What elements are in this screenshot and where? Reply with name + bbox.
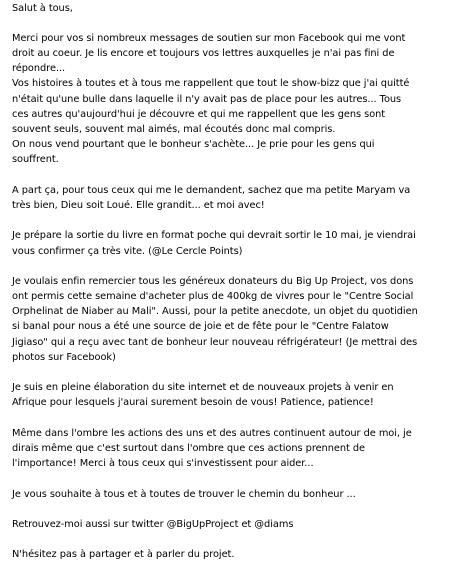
text-line: Merci pour vos si nombreux messages de soutien sur mon Facebook qui me vont — [12, 32, 406, 44]
paragraph-maryam — [12, 183, 450, 213]
paragraph-shadow — [12, 426, 450, 472]
paragraph-gap — [12, 365, 450, 380]
text-line: souvent seuls, souvent mal aimés, mal écoutés donc mal compris. — [12, 124, 336, 135]
paragraph-wish — [12, 487, 450, 502]
paragraph-twitter — [12, 517, 450, 532]
text-line: n'était qu'une bulle dans laquelle il n'y avait pas de place pour les autres... Tous — [12, 93, 402, 105]
text-line: Même dans l'ombre les actions des uns et des autres continuent autour de moi, je — [12, 427, 412, 439]
paragraph-gap — [12, 16, 450, 31]
paragraph-gap — [12, 411, 450, 426]
paragraph-thanks — [12, 31, 450, 168]
text-line: On nous vend pourtant que le bonheur s'achète... Je prie pour les gens qui — [12, 139, 375, 151]
text-line: Orphelinat de Niaber au Mali". Aussi, pour la petite anecdote, un objet du quotidien — [12, 306, 418, 318]
text-line: souffrent. — [12, 154, 59, 166]
text-line: photos sur Facebook) — [12, 351, 116, 363]
text-line: répondre... — [12, 63, 66, 75]
paragraph-gap — [12, 168, 450, 183]
paragraph-gap — [12, 213, 450, 228]
text-line: Je vous souhaite à tous et à toutes de trouver le chemin du bonheur ... — [12, 488, 356, 500]
post-body — [12, 0, 450, 562]
text-line: droit au coeur. Je lis encore et toujours vos lettres auxquelles je n'ai pas fini de — [12, 48, 395, 60]
text-line: Vos histoires à toutes et à tous me rappellent que tout le show-bizz que j'ai quitté — [12, 78, 410, 90]
text-line: vous confirmer ça très vite. (@Le Cercle Points) — [12, 245, 243, 257]
paragraph-website — [12, 380, 450, 410]
text-line: Je suis en pleine élaboration du site internet et de nouveaux projets à venir en — [12, 382, 394, 394]
paragraph-share — [12, 547, 450, 562]
paragraph-gap — [12, 259, 450, 274]
text-line: ces autres qu'aujourd'hui je découvre et qui me rappellent que les gens sont — [12, 108, 386, 120]
text-line: Retrouvez-moi aussi sur twitter @BigUpProject et @diams — [12, 518, 294, 530]
paragraph-book — [12, 228, 450, 258]
text-line: ont permis cette semaine d'acheter plus de 400kg de vivres pour le "Centre Social — [12, 291, 414, 303]
text-line: A part ça, pour tous ceux qui me le demandent, sachez que ma petite Maryam va — [12, 184, 411, 196]
text-line: N'hésitez pas à partager et à parler du projet. — [12, 549, 235, 561]
text-line: Afrique pour lesquels j'aurai surement besoin de vous! Patience, patience! — [12, 397, 374, 409]
text-line: si banal pour nous a été une source de joie et de fête pour le "Centre Falatow — [12, 321, 389, 333]
text-line: Je voulais enfin remercier tous les généreux donateurs du Big Up Project, vos dons — [12, 275, 414, 287]
text-line: très bien, Dieu soit Loué. Elle grandit... et moi avec! — [12, 199, 265, 211]
paragraph-gap — [12, 471, 450, 486]
text-line: Je prépare la sortie du livre en format poche qui devrait sortir le 10 mai, je viendrai — [12, 230, 416, 242]
text-line: Jigiaso" qui a reçu avec tant de bonheur leur nouveau réfrigérateur! (Je mettrai des — [12, 336, 418, 348]
paragraph-donors — [12, 274, 450, 365]
paragraph-gap — [12, 532, 450, 547]
greeting: Salut à tous, — [12, 2, 73, 14]
text-line: l'importance! Merci à tous ceux qui s'investissent pour aider... — [12, 458, 314, 470]
text-line: dirais même que c'est surtout dans l'ombre que ces actions prennent de — [12, 442, 366, 454]
paragraph-gap — [12, 502, 450, 517]
